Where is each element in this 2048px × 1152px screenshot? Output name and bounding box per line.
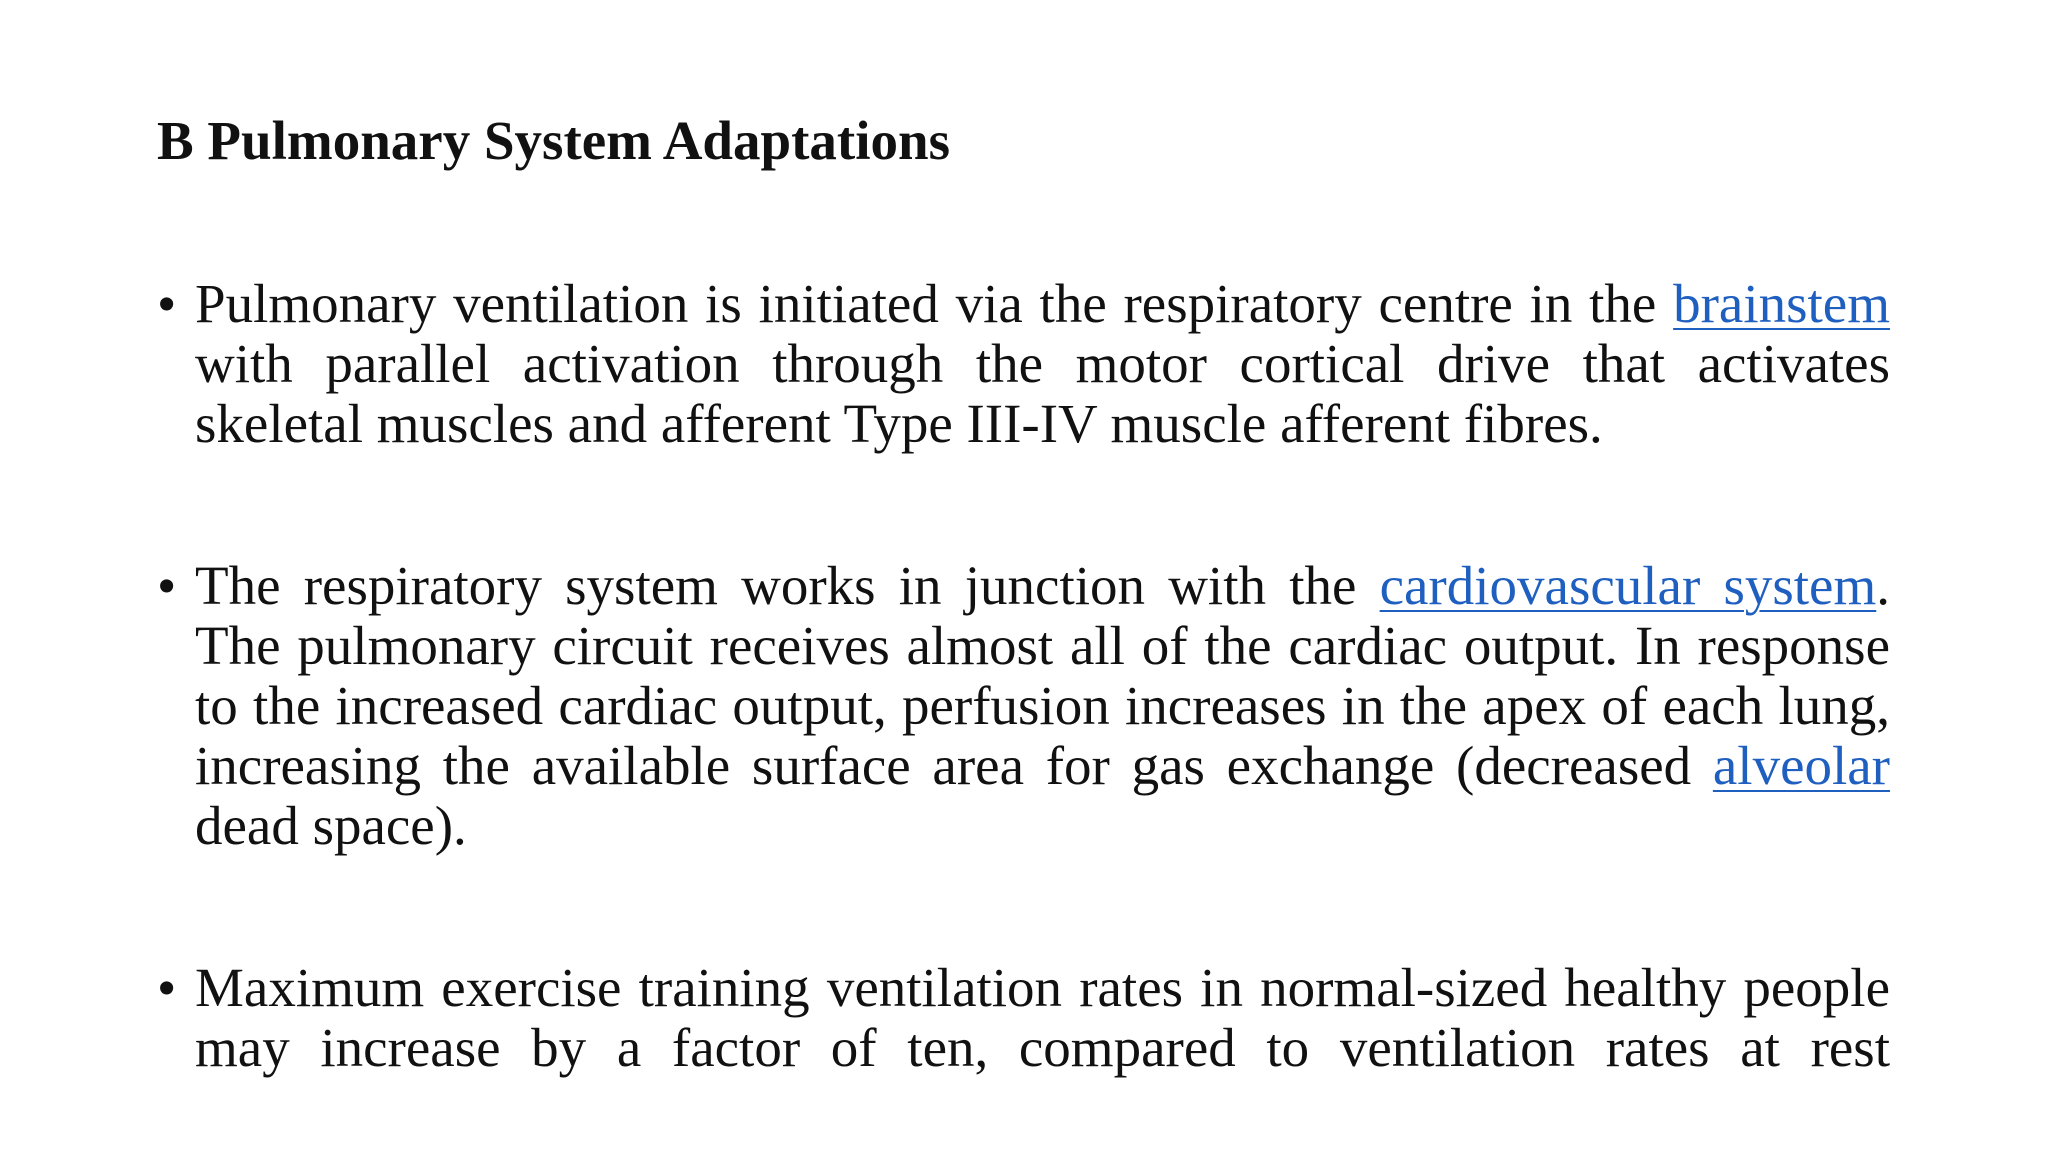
bullet-point-2	[195, 556, 1890, 856]
link-cardiovascular-system[interactable]: cardiovascular system	[1379, 555, 1877, 616]
bullet-text: Maximum exercise training ventilation rates in normal-sized healthy people may increase by a factor of ten, compared to ventilation rates at rest	[195, 957, 1890, 1078]
bullet-text: The respiratory system works in junction with the	[195, 555, 1380, 616]
bullet-point-1	[195, 274, 1890, 454]
link-brainstem[interactable]: brainstem	[1673, 273, 1890, 334]
link-alveolar[interactable]: alveolar	[1712, 735, 1890, 796]
bullet-text: . The pulmonary circuit receives almost all of the cardiac output. In response to the increased cardiac output, perfusion increases in the apex of each lung, increasing the available surface area for gas exchange (decreased	[195, 555, 1890, 796]
bullet-text: Pulmonary ventilation is initiated via the respiratory centre in the	[195, 273, 1674, 334]
bullet-text: dead space).	[195, 795, 467, 856]
page-title: B Pulmonary System Adaptations	[157, 110, 951, 171]
bullet-point-3	[195, 958, 1890, 1078]
bullet-text: with parallel activation through the motor cortical drive that activates skeletal muscles and afferent Type III-IV muscle afferent fibres.	[195, 333, 1890, 454]
